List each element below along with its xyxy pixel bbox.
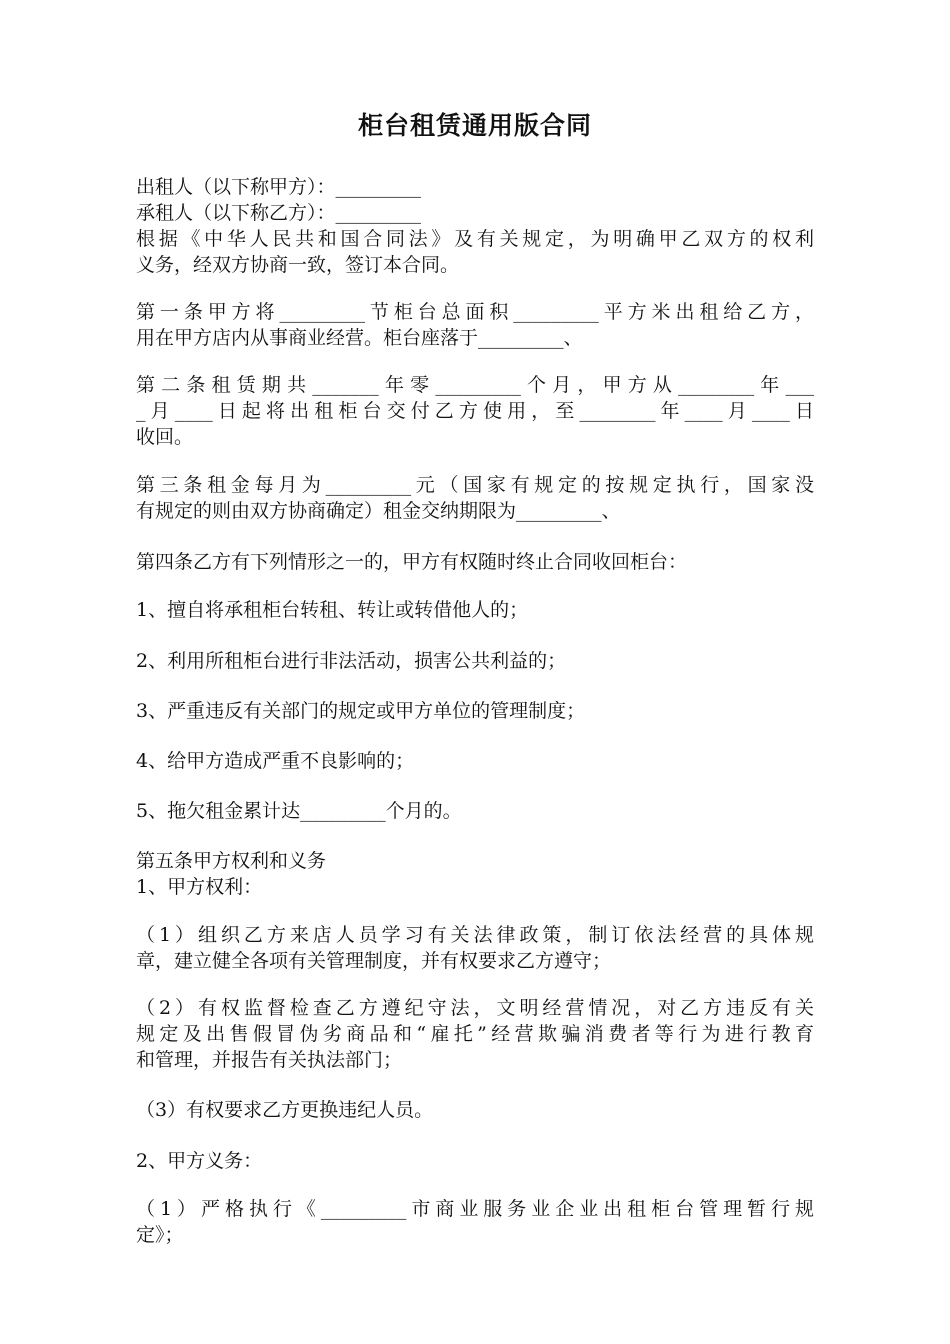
right-2-line-1: （2）有权监督检查乙方遵纪守法，文明经营情况，对乙方违反有关 [136,997,814,1019]
article-5-heading: 第五条甲方权利和义务 [136,850,327,872]
preamble-line-2: 义务，经双方协商一致，签订本合同。 [136,254,460,276]
right-1-line-1: （1）组织乙方来店人员学习有关法律政策，制订依法经营的具体规 [136,924,814,946]
article-3-line-1: 第三条租金每月为_________元（国家有规定的按规定执行，国家没 [136,474,814,496]
document-title: 柜台租赁通用版合同 [357,111,592,140]
article-2-line-2: _月____日起将出租柜台交付乙方使用，至________年____月____日 [136,400,814,422]
article-4-item-1: 1、擅自将承租柜台转租、转让或转借他人的； [136,599,529,621]
preamble-line-1: 根据《中华人民共和国合同法》及有关规定，为明确甲乙双方的权利 [136,228,814,250]
article-2-line-1: 第二条租赁期共_______年零_________个月，甲方从________年___ [136,374,814,396]
right-1-line-2: 章，建立健全各项有关管理制度，并有权要求乙方遵守； [136,950,612,972]
right-2-line-2: 规定及出售假冒伪劣商品和“雇托”经营欺骗消费者等行为进行教育 [136,1023,814,1045]
right-3-line: （3）有权要求乙方更换违纪人员。 [136,1099,434,1121]
article-1-line-1: 第一条甲方将_________节柜台总面积_________平方米出租给乙方， [136,301,814,323]
duty-1-line-2: 定》； [136,1224,184,1246]
article-4-item-2: 2、利用所租柜台进行非法活动，损害公共利益的； [136,650,567,672]
duty-1-line-1: （1）严格执行《_________市商业服务业企业出租柜台管理暂行规 [136,1198,814,1220]
lessor-line: 出租人（以下称甲方）：_________ [136,176,422,198]
article-1-line-2: 用在甲方店内从事商业经营。柜台座落于_________、 [136,327,583,349]
right-2-line-3: 和管理，并报告有关执法部门； [136,1049,403,1071]
article-2-line-3: 收回。 [136,426,194,448]
lessee-line: 承租人（以下称乙方）：_________ [136,202,422,224]
article-4-item-4: 4、给甲方造成严重不良影响的； [136,750,415,772]
article-3-line-2: 有规定的则由双方协商确定）租金交纳期限为_________、 [136,500,621,522]
article-4-item-3: 3、严重违反有关部门的规定或甲方单位的管理制度； [136,700,586,722]
lessor-rights-heading: 1、甲方权利： [136,876,263,898]
article-4-item-5: 5、拖欠租金累计达_________个月的。 [136,800,462,822]
lessor-duties-heading: 2、甲方义务： [136,1150,263,1172]
article-4-heading: 第四条乙方有下列情形之一的，甲方有权随时终止合同收回柜台： [136,551,688,573]
